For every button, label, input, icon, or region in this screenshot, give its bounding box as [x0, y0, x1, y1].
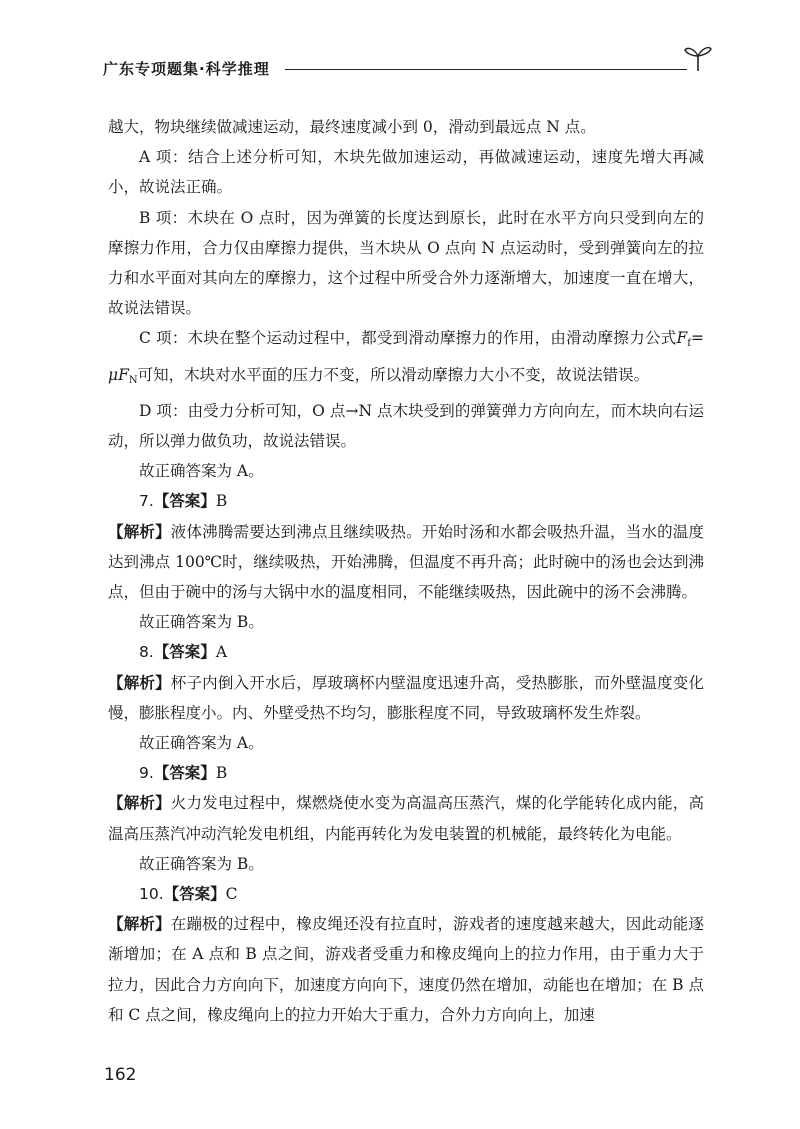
q10-answer-line — [108, 879, 704, 909]
q9-conclusion: 故正确答案为 B。 — [139, 854, 264, 873]
q6-continuation: 越大，物块继续做减速运动，最终速度减小到 0，滑动到最远点 N 点。 — [108, 118, 596, 136]
sprout-icon — [683, 42, 713, 72]
q6-option-c-text: C 项：木块在整个运动过程中，都受到滑动摩擦力的作用，由滑动摩擦力公式 — [139, 329, 677, 348]
q9-analysis-text: 火力发电过程中，煤燃烧使水变为高温高压蒸汽，煤的化学能转化成内能，高温高压蒸汽冲动汽轮发电机组，内能再转化为发电装置的机械能，最终转化为电能。 — [108, 794, 704, 843]
header-rule — [285, 69, 687, 70]
q10-analysis-tag: 【解析】 — [108, 915, 171, 934]
q6-option-d: D 项：由受力分析可知，O 点→N 点木块受到的弹簧弹力方向向左，而木块向右运动，所以弹力做负功，故说法错误。 — [108, 401, 704, 451]
q7-analysis — [108, 517, 704, 608]
q10-answer: C — [225, 885, 238, 904]
q9-answer-tag: 【答案】 — [153, 764, 216, 783]
q6-option-b: B 项：木块在 O 点时，因为弹簧的长度达到原长，此时在水平方向只受到向左的摩擦力作用，合力仅由摩擦力提供，当木块从 O 点向 N 点运动时，受到弹簧向左的拉力和水平面对其向左的摩擦力，这个过程中所受合外力逐渐增大，加速度一直在增大，故说法错误。 — [108, 208, 704, 318]
q6-option-c — [108, 323, 704, 395]
q8-conclusion: 故正确答案为 A。 — [139, 734, 264, 753]
q8-analysis-tag: 【解析】 — [108, 673, 171, 692]
q7-analysis-text: 液体沸腾需要达到沸点且继续吸热。开始时汤和水都会吸热升温，当水的温度达到沸点 100℃时，继续吸热，开始沸腾，但温度不再升高；此时碗中的汤也会达到沸点，但由于碗中的汤与大锅中水的温度相同，不能继续吸热，因此碗中的汤不会沸腾。 — [108, 522, 704, 602]
q10-analysis-text: 在蹦极的过程中，橡皮绳还没有拉直时，游戏者的速度越来越大，因此动能逐渐增加；在 A 点和 B 点之间，游戏者受重力和橡皮绳向上的拉力作用，由于重力大于拉力，因此合力方向向下，加速度方向向下，速度仍然在增加，动能也在增加；在 B 点和 C 点之间，橡皮绳向上的拉力开始大于重力，合外力方向向上，加速 — [108, 915, 704, 1024]
q7-answer-line — [108, 486, 704, 516]
q8-number: 8. — [139, 643, 154, 662]
q9-answer-line — [108, 758, 704, 788]
q6-option-a: A 项：结合上述分析可知，木块先做加速运动，再做减速运动，速度先增大再减小，故说法正确。 — [108, 148, 704, 197]
q9-answer: B — [215, 764, 228, 783]
q9-number: 9. — [139, 764, 154, 783]
q8-analysis-text: 杯子内倒入开水后，厚玻璃杯内壁温度迅速升高，受热膨胀，而外壁温度变化慢，膨胀程度小。内、外壁受热不均匀，膨胀程度不同，导致玻璃杯发生炸裂。 — [108, 673, 704, 722]
running-header — [103, 56, 713, 80]
q7-answer: B — [215, 492, 228, 511]
q6-conclusion: 故正确答案为 A。 — [139, 462, 264, 481]
page-body — [108, 112, 704, 1030]
q8-analysis — [108, 668, 704, 728]
q9-analysis — [108, 788, 704, 848]
q7-conclusion: 故正确答案为 B。 — [139, 613, 264, 632]
page-number: 162 — [104, 1065, 137, 1085]
q7-number: 7. — [139, 492, 154, 511]
header-title: 广东专项题集·科学推理 — [103, 60, 270, 78]
q8-answer-tag: 【答案】 — [153, 643, 216, 662]
q8-answer-line — [108, 637, 704, 667]
q7-answer-tag: 【答案】 — [153, 492, 216, 511]
q7-analysis-tag: 【解析】 — [108, 522, 171, 541]
q6-option-c-text-end: 可知，木块对水平面的压力不变，所以滑动摩擦力大小不变，故说法错误。 — [137, 365, 650, 384]
q8-answer: A — [215, 643, 228, 662]
q10-number: 10. — [139, 885, 164, 904]
q10-analysis — [108, 909, 704, 1030]
q10-answer-tag: 【答案】 — [163, 885, 226, 904]
q9-analysis-tag: 【解析】 — [108, 794, 171, 813]
friction-formula: $F_f=\mu F_N$ — [108, 329, 704, 386]
